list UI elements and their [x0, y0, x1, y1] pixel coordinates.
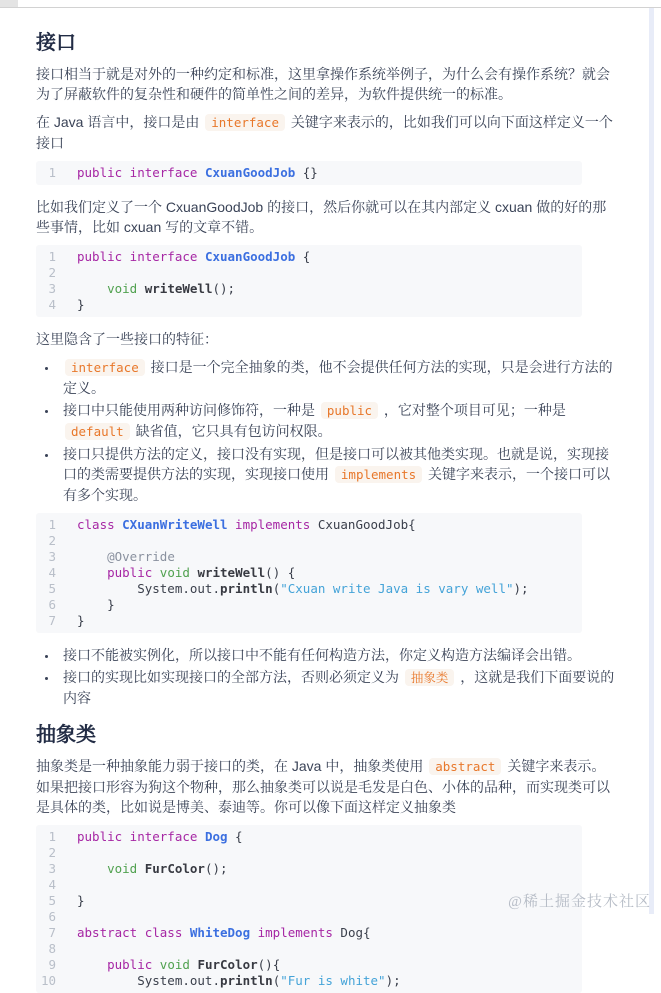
- inline-code: abstract: [429, 758, 501, 775]
- code-line: [36, 925, 582, 941]
- code-token: [77, 861, 107, 876]
- code-line: [36, 265, 582, 281]
- code-token: System.out.: [77, 973, 220, 988]
- text-run: 这里隐含了一些接口的特征：: [36, 331, 218, 347]
- code-token: @Override: [107, 549, 175, 564]
- code-line: [36, 613, 582, 629]
- code-token: public interface: [77, 165, 205, 180]
- code-token: println: [220, 973, 273, 988]
- code-token: CxuanGoodJob{: [317, 517, 416, 532]
- code-token: void: [159, 957, 190, 972]
- code-token: [77, 281, 107, 296]
- code-line: [36, 517, 582, 533]
- code-line: [36, 861, 582, 877]
- text-run: 缺省值，它只具有包访问权限。: [131, 423, 332, 439]
- section-heading-abstract-class: 抽象类: [36, 724, 96, 746]
- article-content: [0, 8, 661, 988]
- line-number: 1: [48, 165, 56, 180]
- code-token: implements: [250, 925, 341, 940]
- code-token: class: [77, 517, 123, 532]
- code-line: [36, 909, 582, 925]
- code-line: [36, 893, 582, 909]
- inline-code: interface: [205, 114, 285, 131]
- list-item: [58, 645, 616, 665]
- paragraph: [36, 756, 616, 817]
- line-number: 6: [48, 909, 56, 924]
- code-line: [36, 957, 582, 973]
- line-number: 2: [48, 265, 56, 280]
- line-number: 4: [48, 565, 56, 580]
- window-corner-fragment: [0, 0, 18, 7]
- code-token: [137, 861, 145, 876]
- text-run: 接口只提供方法的定义，接口没有实现，但是接口可以被其他类实现。也就是说，实现接口的类需要提供方法的实现，实现接口使用: [63, 446, 609, 482]
- code-token: public interface: [77, 249, 205, 264]
- code-token: void: [107, 861, 138, 876]
- line-number: 3: [48, 281, 56, 296]
- code-token: public: [107, 957, 160, 972]
- code-line: [36, 877, 582, 893]
- line-number: 7: [48, 925, 56, 940]
- code-token: abstract class: [77, 925, 190, 940]
- watermark: @稀土掘金技术社区: [508, 894, 651, 910]
- code-token: }: [77, 297, 85, 312]
- line-number: 4: [48, 297, 56, 312]
- code-block: [36, 513, 582, 633]
- list-item: [58, 357, 616, 398]
- line-number: 2: [48, 533, 56, 548]
- code-token: [77, 549, 107, 564]
- code-token: {}: [295, 165, 318, 180]
- paragraph: [36, 197, 616, 237]
- code-token: CxuanGoodJob: [204, 165, 296, 180]
- code-line: [36, 565, 582, 581]
- text-run: 接口相当于就是对外的一种约定和标准，这里拿操作系统举例子，为什么会有操作系统？就会为了屏蔽软件的复杂性和硬件的简单性之间的差异，为软件提供统一的标准。: [36, 66, 610, 102]
- code-token: [137, 281, 145, 296]
- bullet-list: [36, 645, 616, 708]
- code-token: }: [77, 597, 115, 612]
- text-run: 关键字来表示的，比如我们可以向下面这样定义一个接口: [36, 114, 613, 151]
- line-number: 2: [48, 845, 56, 860]
- line-number: 4: [48, 877, 56, 892]
- code-token: FurColor: [197, 957, 258, 972]
- code-token: void: [107, 281, 138, 296]
- inline-code: 抽象类: [405, 669, 455, 686]
- code-token: public: [107, 565, 160, 580]
- code-line: [36, 533, 582, 549]
- section-heading-interface: 接口: [36, 32, 76, 54]
- code-token: }: [77, 613, 85, 628]
- text-run: 关键字来表示，一个接口可以有多个实现。: [63, 466, 611, 503]
- code-token: System.out.: [77, 581, 220, 596]
- inline-code: public: [321, 402, 378, 419]
- bullet-list: [36, 357, 616, 505]
- code-token: ();: [204, 861, 228, 876]
- paragraph: [36, 64, 616, 104]
- code-token: CxuanGoodJob: [204, 249, 296, 264]
- line-number: 6: [48, 597, 56, 612]
- code-line: [36, 597, 582, 613]
- text-run: 抽象类是一种抽象能力弱于接口的类，在 Java 中，抽象类使用: [36, 758, 428, 774]
- code-token: (: [272, 973, 281, 988]
- code-line: [36, 973, 582, 989]
- line-number: 5: [48, 893, 56, 908]
- code-token: writeWell: [197, 565, 266, 580]
- code-block: [36, 825, 582, 993]
- paragraph: [36, 329, 616, 349]
- code-token: ();: [212, 281, 236, 296]
- inline-code: interface: [65, 359, 145, 376]
- code-token: {: [295, 249, 311, 264]
- code-token: [77, 957, 107, 972]
- line-number: 3: [48, 549, 56, 564]
- text-run: 比如我们定义了一个 CxuanGoodJob 的接口，然后你就可以在其内部定义 cxuan 做的好的那些事情，比如 cxuan 写的文章不错。: [36, 199, 607, 235]
- list-item: [58, 400, 616, 442]
- paragraph: [36, 112, 616, 153]
- code-token: () {: [265, 565, 296, 580]
- code-token: );: [513, 581, 529, 596]
- code-token: void: [159, 565, 190, 580]
- code-line: [36, 845, 582, 861]
- code-block: [36, 161, 582, 185]
- code-line: [36, 581, 582, 597]
- text-run: 接口的实现比如实现接口的全部方法，否则必须定义为: [63, 669, 403, 685]
- code-token: CXuanWriteWell: [122, 517, 228, 532]
- list-item: [58, 444, 616, 505]
- code-token: public interface: [77, 829, 205, 844]
- line-number: 5: [48, 581, 56, 596]
- line-number: 1: [48, 829, 56, 844]
- code-token: "Fur is white": [280, 973, 386, 988]
- code-line: [36, 549, 582, 565]
- line-number: 1: [48, 517, 56, 532]
- code-line: [36, 281, 582, 297]
- text-run: 接口是一个完全抽象的类，他不会提供任何方法的实现，只是会进行方法的定义。: [63, 359, 613, 396]
- code-token: [77, 565, 107, 580]
- text-run: 接口中只能使用两种访问修饰符，一种是: [63, 402, 319, 418]
- code-token: (){: [257, 957, 281, 972]
- code-line: [36, 249, 582, 265]
- code-token: }: [77, 893, 85, 908]
- code-token: writeWell: [144, 281, 213, 296]
- code-token: WhiteDog: [189, 925, 251, 940]
- code-line: [36, 829, 582, 845]
- line-number: 9: [48, 957, 56, 972]
- list-item: [58, 667, 616, 708]
- line-number: 7: [48, 613, 56, 628]
- code-token: Dog{: [340, 925, 371, 940]
- text-run: 接口不能被实例化，所以接口中不能有任何构造方法，你定义构造方法编译会出错。: [63, 647, 581, 663]
- code-line: [36, 297, 582, 313]
- line-number: 3: [48, 861, 56, 876]
- code-token: {: [227, 829, 243, 844]
- text-run: ，它对整个项目可见；一种是: [380, 402, 566, 418]
- code-token: FurColor: [144, 861, 205, 876]
- code-token: implements: [227, 517, 318, 532]
- inline-code: implements: [335, 466, 422, 483]
- code-line: [36, 165, 582, 181]
- code-token: );: [385, 973, 401, 988]
- text-run: 关键字来表示。如果把接口形容为狗这个物种，那么抽象类可以说是毛发是白色、小体的品种，而实现类可以是具体的类，比如说是博美、泰迪等。你可以像下面这样定义抽象类: [36, 758, 610, 815]
- line-number: 10: [40, 973, 56, 988]
- text-run: 在 Java 语言中，接口是由: [36, 114, 204, 130]
- inline-code: default: [65, 423, 130, 440]
- code-token: println: [220, 581, 273, 596]
- line-number: 8: [48, 941, 56, 956]
- line-number: 1: [48, 249, 56, 264]
- code-token: "Cxuan write Java is vary well": [280, 581, 514, 596]
- text-run: ，这就是我们下面要说的内容: [63, 669, 615, 706]
- code-line: [36, 941, 582, 957]
- code-token: Dog: [204, 829, 228, 844]
- code-block: [36, 245, 582, 317]
- code-token: (: [272, 581, 281, 596]
